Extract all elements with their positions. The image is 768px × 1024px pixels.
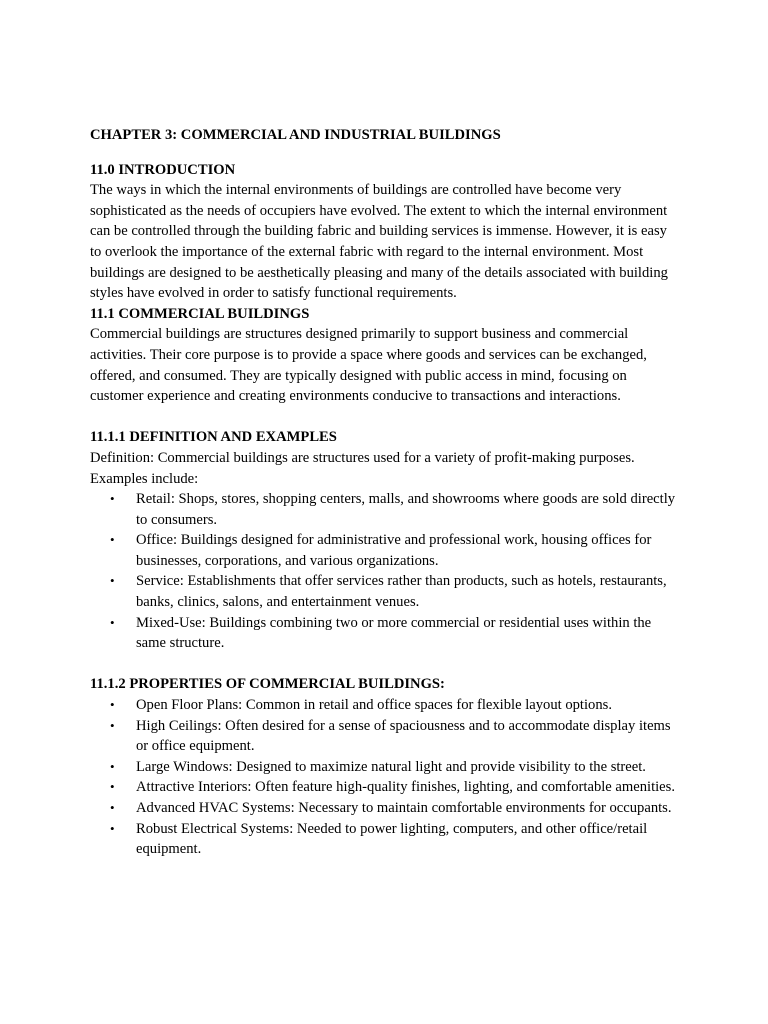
bullet-icon: • [110, 697, 115, 713]
bullet-icon: • [110, 614, 115, 630]
list-item [90, 798, 680, 819]
list-item [90, 613, 680, 654]
bullet-icon: • [110, 491, 115, 507]
definition-heading: 11.1.1 DEFINITION AND EXAMPLES [90, 429, 337, 446]
list-item-text: Attractive Interiors: Often feature high-quality finishes, lighting, and comfortable amenities. [136, 779, 675, 796]
bullet-icon: • [110, 758, 115, 774]
list-item-text: Office: Buildings designed for administrative and professional work, housing offices for businesses, corporations, and various organizations. [136, 532, 652, 569]
bullet-icon: • [110, 573, 115, 589]
list-item [90, 695, 680, 716]
bullet-icon: • [110, 800, 115, 815]
list-item-text: Large Windows: Designed to maximize natural light and provide visibility to the street. [136, 758, 646, 775]
commercial-paragraph: Commercial buildings are structures designed primarily to support business and commercial activities. Their core purpose is to provide a space where goods and services can be exchanged, offered, and consumed. They are typically designed with public access in mind, focusing on customer experience and creating environments conducive to transactions and interactions. [90, 326, 647, 405]
document-page [90, 125, 680, 860]
definition-paragraph: Definition: Commercial buildings are structures used for a variety of profit-making purposes. Examples include: [90, 449, 635, 487]
list-item [90, 716, 680, 757]
bullet-icon: • [110, 820, 115, 836]
spacer [90, 407, 680, 428]
list-item [90, 571, 680, 612]
intro-paragraph: The ways in which the internal environments of buildings are controlled have become very sophisticated as the needs of occupiers have evolved. The extent to which the internal environment can be controlled through the building fabric and building services is immense. However, it is easy to overlook the importance of the external fabric with regard to the internal environment. Most buildings are designed to be aesthetically pleasing and many of the details associated with building styles have evolved in order to satisfy functional requirements. [90, 182, 668, 302]
bullet-icon: • [110, 717, 115, 733]
bullet-icon: • [110, 779, 115, 795]
chapter-title: CHAPTER 3: COMMERCIAL AND INDUSTRIAL BUILDINGS [90, 127, 501, 143]
list-item-text: Mixed-Use: Buildings combining two or more commercial or residential uses within the same structure. [136, 614, 652, 652]
bullet-icon: • [110, 532, 115, 548]
list-item [90, 777, 680, 798]
properties-list [90, 695, 680, 860]
list-item-text: Service: Establishments that offer services rather than products, such as hotels, restaurants, banks, clinics, salons, and entertainment venues. [136, 573, 667, 611]
examples-list [90, 489, 680, 654]
list-item-text: Robust Electrical Systems: Needed to power lighting, computers, and other office/retail equipment. [136, 820, 648, 858]
list-item [90, 757, 680, 778]
spacer [90, 654, 680, 675]
properties-heading: 11.1.2 PROPERTIES OF COMMERCIAL BUILDINGS: [90, 676, 445, 693]
list-item-text: Open Floor Plans: Common in retail and office spaces for flexible layout options. [136, 697, 612, 714]
list-item [90, 530, 680, 571]
list-item [90, 819, 680, 860]
list-item-text: Retail: Shops, stores, shopping centers, malls, and showrooms where goods are sold directly to consumers. [136, 491, 676, 528]
list-item-text: High Ceilings: Often desired for a sense of spaciousness and to accommodate display items or office equipment. [136, 717, 671, 755]
list-item [90, 489, 680, 530]
commercial-heading: 11.1 COMMERCIAL BUILDINGS [90, 305, 310, 322]
list-item-text: Advanced HVAC Systems: Necessary to maintain comfortable environments for occupants. [136, 800, 672, 816]
intro-heading: 11.0 INTRODUCTION [90, 161, 236, 178]
